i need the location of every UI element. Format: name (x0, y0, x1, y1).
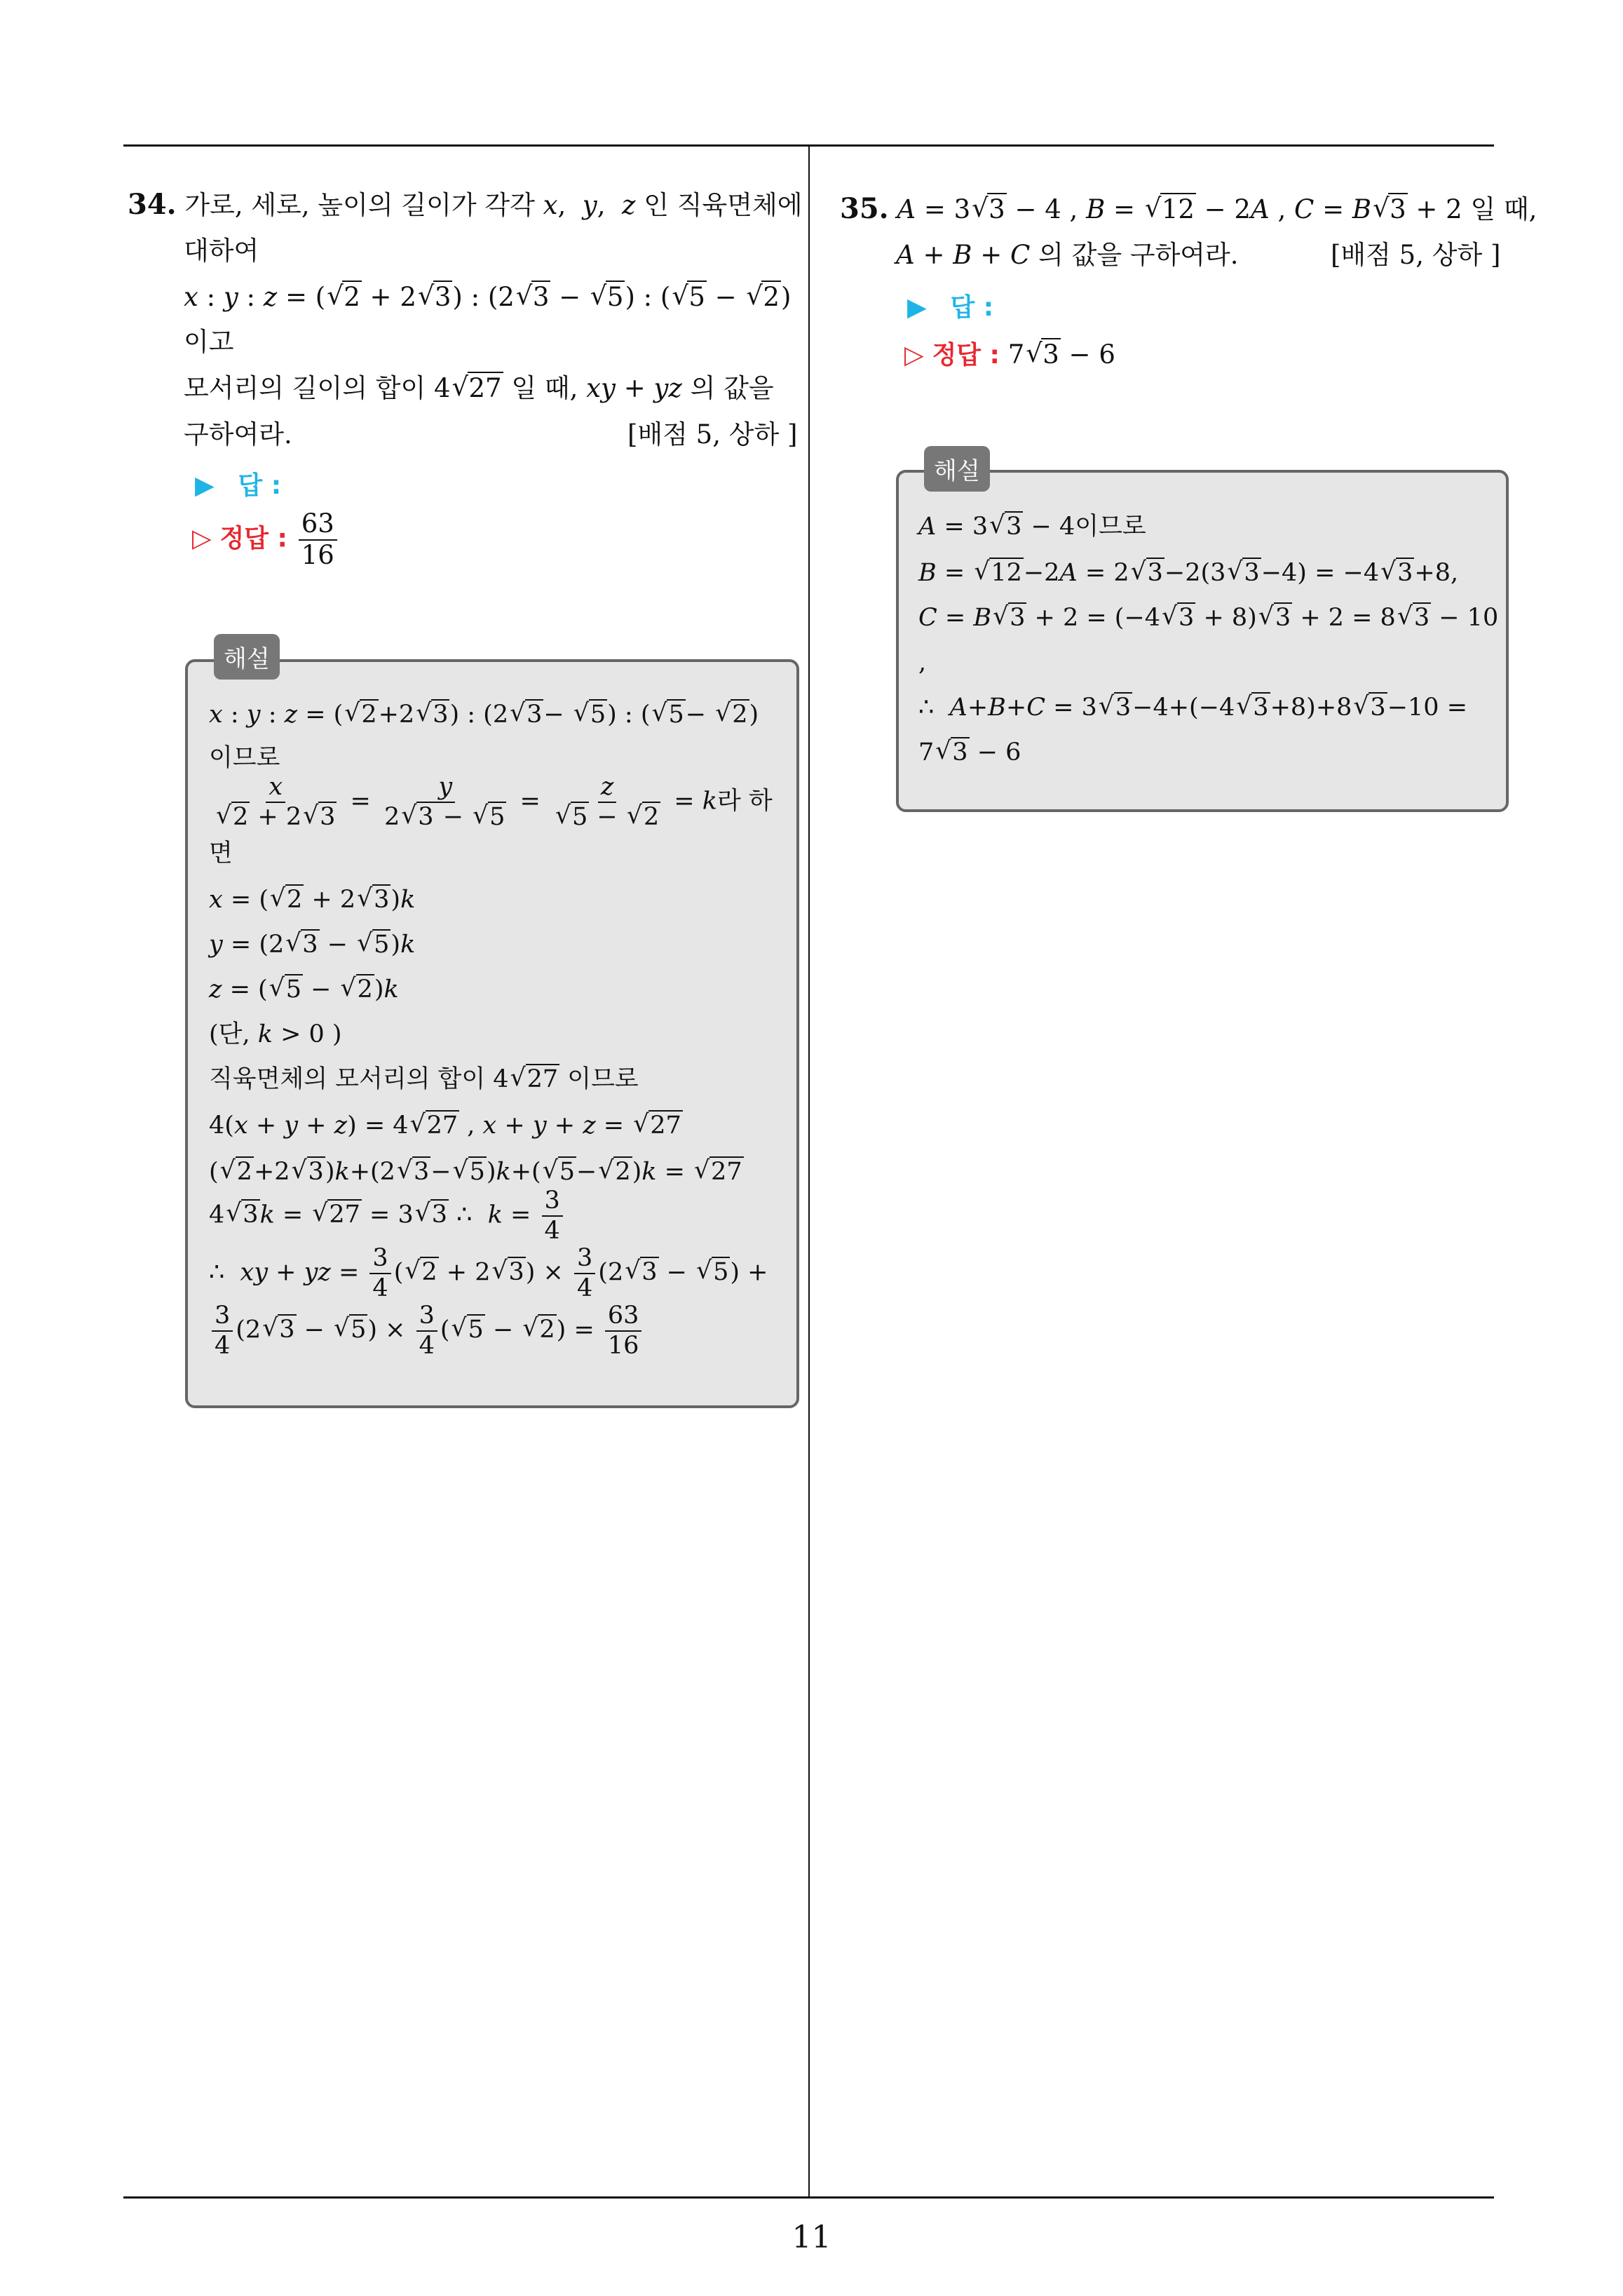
q34-sol-4: 면 (209, 839, 233, 867)
q35-correct-label: 정답 : (932, 341, 1000, 370)
q34-score: [배점 5, 상하 ] (627, 419, 798, 450)
q34-ratio: x : y : z = (√ 2 + 2√ 3) : (2√ 3 − √ 5) : (√ 5 − √ 2) (184, 282, 791, 313)
q34-line-6: 구하여라. (184, 419, 292, 450)
q34-sol-14: $\frac{3}{4}$ (2√ 3 − √ 5) × $\frac{3}{4}$ (√ 5 − √ 2) = $\frac{63}{16}$ (209, 1303, 644, 1359)
page-number: 11 (792, 2220, 831, 2255)
q34-correct-denominator: 16 (301, 539, 334, 570)
q35-line-2: A + B + C 의 값을 구하여라. (896, 240, 1239, 270)
q35-line-1: 35. A = 3√ 3 − 4 , B = √ 12 − 2A , C = B√ 3 + 2 일 때, (840, 194, 1537, 225)
q34-sol-7: z = (√ 5 − √ 2)k (209, 975, 399, 1004)
q35-text-2-tail: 의 값을 구하여라. (1038, 240, 1239, 270)
q35-sol-4: , (918, 649, 927, 677)
q34-sol-8: (단, k > 0 ) (209, 1020, 342, 1048)
q34-correct-fraction (299, 508, 337, 570)
q34-sol-9: 직육면체의 모서리의 합이 4√ 27 이므로 (209, 1065, 639, 1094)
q34-sol-11: (√ 2+2√ 3)k+(2√ 3−√ 5)k+(√ 5−√ 2)k = √ 27 (209, 1157, 744, 1187)
q35-sol-imeuro: 이므로 (1075, 513, 1146, 541)
q34-sol-edge-tail: 이므로 (567, 1065, 639, 1093)
q34-sol-6: y = (2√ 3 − √ 5)k (209, 930, 415, 959)
q34-answer-row (195, 470, 281, 501)
q34-line-4: 이고 (184, 327, 234, 357)
q34-line-1: 34. 가로, 세로, 높이의 길이가 각각 x, y, z 인 직육면체에 (128, 188, 803, 221)
q34-sol-dan: (단, (209, 1020, 250, 1048)
q35-number: 35. (840, 192, 889, 225)
q34-correct-label: 정답 : (219, 524, 287, 553)
q34-answer-label: 답 : (238, 471, 282, 500)
q34-text-1: 가로, 세로, 높이의 길이가 각각 (184, 190, 535, 220)
q34-sol-1: x : y : z = (√ 2+2√ 3) : (2√ 3− √ 5) : (√ 5− √ 2) (209, 700, 759, 729)
q35-sol-6: 7√ 3 − 6 (918, 738, 1021, 767)
q34-sol-3: x √ 2 + 2√ 3 = $\frac{y}{2√ 3 - √ 5}$ = z √ 5 − √ 2 = k라 하 (209, 774, 773, 830)
q34-text-5b: 일 때, (511, 373, 578, 403)
q34-sol-ra-ha: 라 하 (717, 787, 773, 816)
q34-text-1-tail: 인 직육면체에 (644, 190, 803, 220)
q34-sol-5: x = (√ 2 + 2√ 3)k (209, 885, 415, 914)
q35-sol-2: B = √ 12−2A = 2√ 3−2(3√ 3−4) = −4√ 3+8, (918, 558, 1458, 588)
q34-solution-label: 해설 (214, 634, 280, 680)
column-divider (808, 144, 810, 2196)
q35-solution-label: 해설 (924, 446, 990, 492)
q34-number: 34. (128, 188, 177, 221)
q34-text-5c: 의 값을 (690, 373, 774, 403)
q34-correct-numerator: 63 (299, 511, 337, 541)
outline-triangle-icon: ▷ (192, 524, 212, 553)
q34-sol-2: 이므로 (209, 744, 280, 772)
q35-sol-5: ∴ A+B+C = 3√ 3−4+(−4√ 3+8)+8√ 3−10 = (918, 693, 1467, 722)
q34-sol-10: 4(x + y + z) = 4√ 27 , x + y + z = √ 27 (209, 1111, 683, 1140)
q35-text-1-tail: 일 때, (1470, 194, 1537, 224)
play-triangle-icon: ▶ (195, 471, 215, 500)
q35-sol-1: A = 3√ 3 − 4이므로 (918, 512, 1146, 541)
q35-answer-label: 답 : (950, 293, 994, 322)
q35-correct-row: ▷ 정답 : 7√ 3 − 6 (904, 339, 1115, 371)
q35-answer-row (907, 292, 993, 323)
q34-sol-12: 4√ 3k = √ 27 = 3√ 3 ∴ k = $\frac{3}{4}$ (209, 1188, 566, 1244)
q34-line-2: 대하여 (184, 236, 259, 266)
bottom-rule (123, 2196, 1494, 2199)
q34-text-5a: 모서리의 길이의 합이 (184, 373, 426, 403)
q35-sol-3: C = B√ 3 + 2 = (−4√ 3 + 8)√ 3 + 2 = 8√ 3 − 10 (918, 603, 1498, 633)
q34-line-5: 모서리의 길이의 합이 4√ 27 일 때, xy + yz 의 값을 (184, 373, 774, 404)
q35-score: [배점 5, 상하 ] (1331, 240, 1501, 270)
q34-sol-edge: 직육면체의 모서리의 합이 (209, 1065, 486, 1093)
q34-correct-row (192, 508, 340, 570)
play-triangle-icon: ▶ (907, 293, 927, 322)
outline-triangle-icon: ▷ (904, 341, 924, 370)
q34-sol-13: ∴ xy + yz = $\frac{3}{4}$ (√ 2 + 2√ 3) × $\frac{3}{4}$ (2√ 3 − √ 5) + (209, 1245, 768, 1302)
